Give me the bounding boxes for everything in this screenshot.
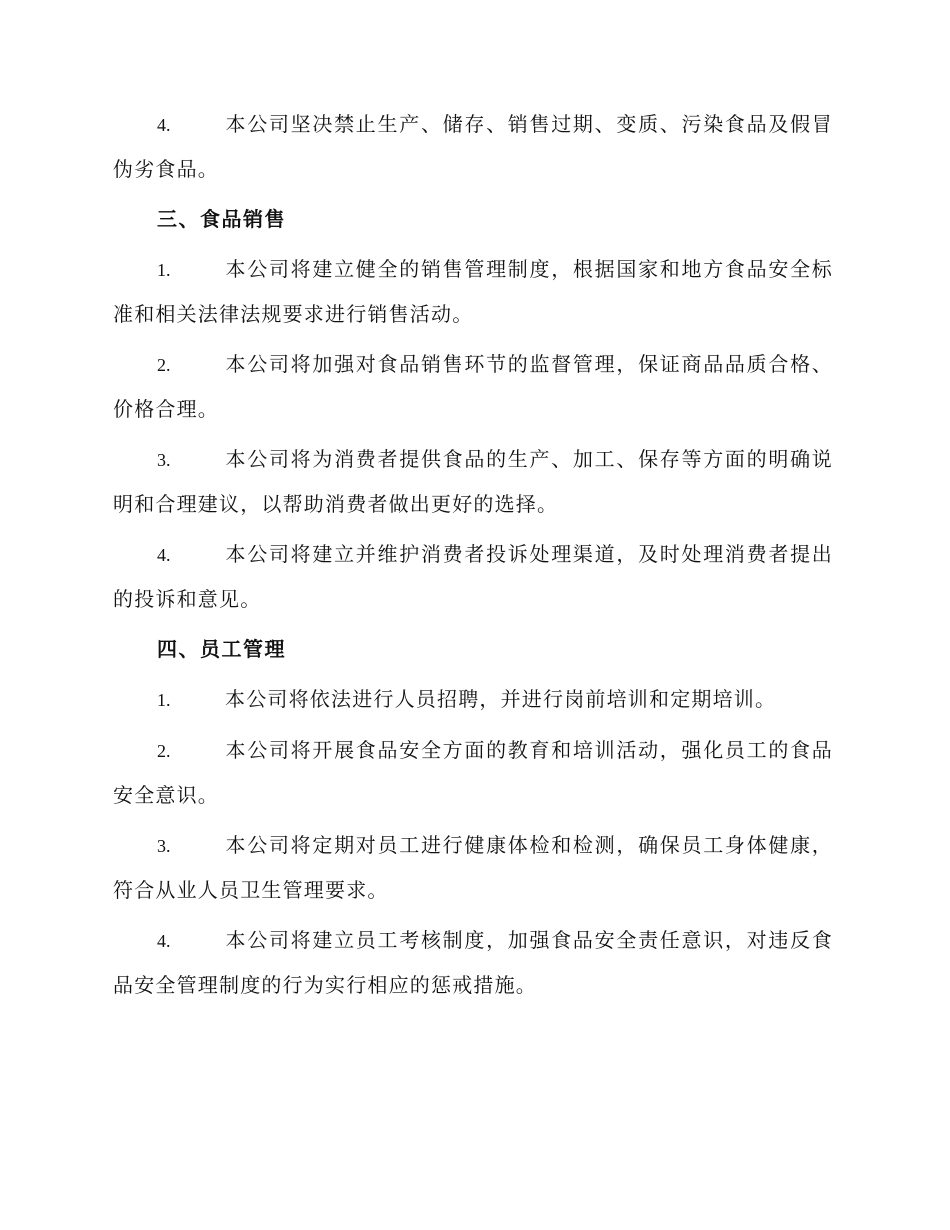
item-text: 本公司将依法进行人员招聘，并进行岗前培训和定期培训。 [225, 687, 777, 711]
list-item [113, 437, 833, 526]
list-item [113, 823, 833, 912]
item-text: 本公司将加强对食品销售环节的监督管理，保证商品品质合格、价格合理。 [113, 352, 833, 421]
list-item [113, 677, 833, 722]
item-number: 4. [157, 545, 171, 565]
item-number: 3. [157, 450, 171, 470]
list-item [113, 532, 833, 621]
item-number: 4. [157, 931, 171, 951]
item-text: 本公司将定期对员工进行健康体检和检测，确保员工身体健康，符合从业人员卫生管理要求。 [113, 833, 833, 902]
item-text: 本公司将开展食品安全方面的教育和培训活动，强化员工的食品安全意识。 [113, 738, 833, 807]
list-item [113, 342, 833, 431]
item-text: 本公司将建立并维护消费者投诉处理渠道，及时处理消费者提出的投诉和意见。 [113, 542, 833, 611]
section-heading-food-sales: 三、食品销售 [157, 207, 286, 231]
item-text: 本公司将建立健全的销售管理制度，根据国家和地方食品安全标准和相关法律法规要求进行销售活动。 [113, 257, 833, 326]
list-item [113, 918, 833, 1007]
item-number: 1. [157, 260, 171, 280]
document-body [113, 102, 833, 1013]
section-heading-staff-management: 四、员工管理 [157, 637, 286, 661]
item-number: 3. [157, 836, 171, 856]
item-number: 1. [157, 690, 171, 710]
item-text: 本公司将建立员工考核制度，加强食品安全责任意识，对违反食品安全管理制度的行为实行相应的惩戒措施。 [113, 928, 833, 997]
item-text: 本公司将为消费者提供食品的生产、加工、保存等方面的明确说明和合理建议，以帮助消费者做出更好的选择。 [113, 447, 833, 516]
item-number: 2. [157, 741, 171, 761]
list-item [113, 728, 833, 817]
list-item [113, 102, 833, 191]
item-number: 4. [157, 115, 171, 135]
item-number: 2. [157, 355, 171, 375]
list-item [113, 247, 833, 336]
item-text: 本公司坚决禁止生产、储存、销售过期、变质、污染食品及假冒伪劣食品。 [113, 112, 833, 181]
